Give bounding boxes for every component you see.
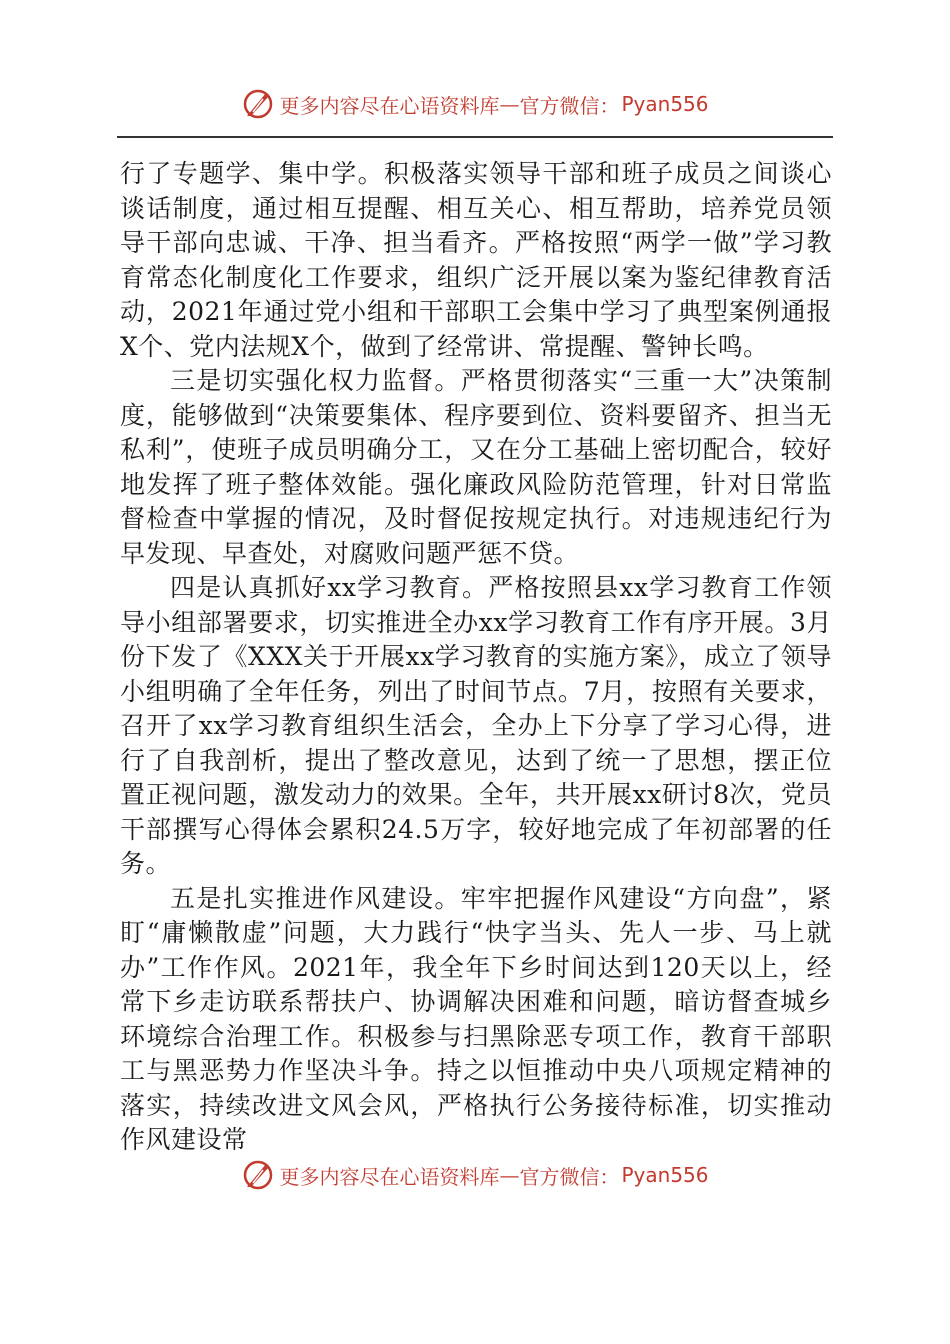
footer-wechat-label: 官方微信： <box>519 1164 620 1189</box>
header-brand-text: 更多内容尽在心语资料库 <box>279 93 500 118</box>
header-wechat-label: 官方微信： <box>519 93 620 118</box>
quill-logo-icon <box>241 87 275 121</box>
footer-banner <box>0 1155 950 1195</box>
paragraph-3: 四是认真抓好xx学习教育。严格按照县xx学习教育工作领导小组部署要求，切实推进全办xx学习教育工作有序开展。3月份下发了《XXX关于开展xx学习教育的实施方案》，成立了领导小组明确了全年任务，列出了时间节点。7月，按照有关要求，召开了xx学习教育组织生活会，全办上下分享了学习心得，进行了自我剖析，提出了整改意见，达到了统一了思想，摆正位置正视问题，激发动力的效果。全年，共开展xx研讨8次，党员干部撰写心得体会累积24.5万字，较好地完成了年初部署的任务。 <box>120 573 832 878</box>
footer-dash: — <box>499 1163 520 1187</box>
paragraph-1: 行了专题学、集中学。积极落实领导干部和班子成员之间谈心谈话制度，通过相互提醒、相互关心、相互帮助，培养党员领导干部向忠诚、干净、担当看齐。严格按照“两学一做”学习教育常态化制度化工作要求，组织广泛开展以案为鉴纪律教育活动，2021年通过党小组和干部职工会集中学习了典型案例通报X个、党内法规X个，做到了经常讲、常提醒、警钟长鸣。 <box>120 159 832 361</box>
header-banner <box>0 84 950 124</box>
header-dash: — <box>499 92 520 116</box>
header-wechat-id: Pyan556 <box>621 92 709 116</box>
footer-wechat-id: Pyan556 <box>621 1163 709 1187</box>
paragraph-4: 五是扎实推进作风建设。牢牢把握作风建设“方向盘”，紧盯“庸懒散虚”问题，大力践行“快字当头、先人一步、马上就办”工作作风。2021年，我全年下乡时间达到120天以上，经常下乡走访联系帮扶户、协调解决困难和问题，暗访督查城乡环境综合治理工作。积极参与扫黑除恶专项工作，教育干部职工与黑恶势力作坚决斗争。持之以恒推动中央八项规定精神的落实，持续改进文风会风，严格执行公务接待标准，切实推动作风建设常 <box>120 883 832 1154</box>
document-body <box>120 157 832 1158</box>
footer-brand-text: 更多内容尽在心语资料库 <box>279 1164 500 1189</box>
paragraph-2: 三是切实强化权力监督。严格贯彻落实“三重一大”决策制度，能够做到“决策要集体、程序要到位、资料要留齐、担当无私利”，使班子成员明确分工，又在分工基础上密切配合，较好地发挥了班子整体效能。强化廉政风险防范管理，针对日常监督检查中掌握的情况，及时督促按规定执行。对违规违纪行为早发现、早查处，对腐败问题严惩不贷。 <box>120 366 832 568</box>
header-divider <box>117 136 833 138</box>
quill-logo-icon <box>241 1158 275 1192</box>
